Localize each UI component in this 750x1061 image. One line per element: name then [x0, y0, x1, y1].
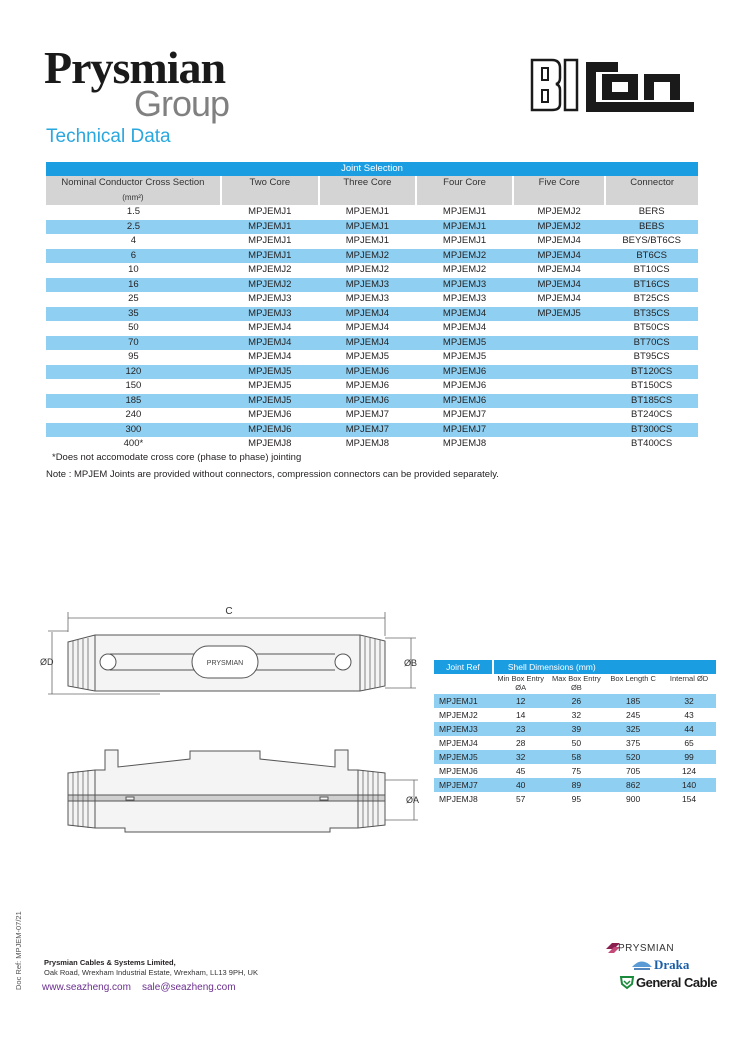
joint-top-view-drawing [40, 598, 435, 698]
table-cell: 14 [515, 710, 526, 720]
bicon-logo [530, 41, 696, 114]
table-cell: 150 [125, 380, 142, 391]
table-cell: MPJEMJ4 [513, 249, 605, 264]
joint-ref-cell: MPJEMJ3 [434, 722, 493, 736]
table-cell: 185 [604, 694, 662, 708]
table-cell: 120 [46, 365, 221, 380]
table-cell: 1.5 [126, 206, 141, 217]
table-cell: 65 [684, 738, 694, 748]
joint-selection-table [46, 162, 698, 452]
table-cell: 124 [681, 766, 697, 776]
drawing-body-text: PRYSMIAN [206, 660, 244, 667]
table-cell [513, 423, 605, 438]
table-cell: 4 [130, 235, 137, 246]
table-cell: MPJEMJ4 [416, 307, 513, 322]
table-cell: MPJEMJ8 [248, 438, 292, 449]
col-header-internal-d: Internal ØD [669, 674, 709, 683]
table-cell: 26 [549, 694, 605, 708]
col-header-three-core: Three Core [319, 176, 416, 191]
joint-ref-cell: MPJEMJ7 [434, 778, 493, 792]
table-cell: MPJEMJ4 [319, 336, 416, 351]
table-row [46, 350, 698, 365]
table-cell: MPJEMJ8 [442, 438, 487, 449]
table-cell: MPJEMJ1 [319, 220, 416, 235]
table-cell: BT95CS [633, 351, 670, 362]
table-cell: 95 [571, 794, 582, 804]
table-cell: 25 [128, 293, 139, 304]
table-cell: MPJEMJ3 [416, 278, 513, 293]
table-cell: MPJEMJ1 [442, 235, 487, 246]
footnote: *Does not accomodate cross core (phase to phase) jointing [52, 452, 302, 463]
label-b: ØB [404, 658, 418, 668]
table-cell: MPJEMJ3 [442, 293, 487, 304]
table-cell: MPJEMJ1 [416, 220, 513, 235]
col-header-connector: Connector [605, 176, 698, 191]
table-cell: 140 [662, 778, 716, 792]
table-cell: MPJEMJ6 [248, 409, 292, 420]
table-cell: 705 [626, 766, 641, 776]
table-cell: MPJEMJ6 [319, 394, 416, 409]
table-cell: 245 [626, 710, 641, 720]
table-row [46, 336, 698, 351]
table-cell: MPJEMJ2 [513, 220, 605, 235]
table-cell: BT16CS [605, 278, 698, 293]
table-cell: BT300CS [605, 423, 698, 438]
table-cell: BT400CS [631, 438, 673, 449]
table-cell [513, 321, 605, 336]
company-address: Oak Road, Wrexham Industrial Estate, Wrexham, LL13 9PH, UK [44, 968, 258, 977]
table-cell: MPJEMJ3 [345, 293, 390, 304]
table-cell: 520 [604, 750, 662, 764]
general-cable-shield-icon [620, 976, 634, 989]
table-cell: 375 [626, 738, 641, 748]
table-cell: MPJEMJ5 [513, 307, 605, 322]
table-cell: MPJEMJ5 [221, 394, 319, 409]
note: Note : MPJEM Joints are provided without connectors, compression connectors can be provided separately. [46, 469, 499, 480]
table-cell: MPJEMJ4 [319, 307, 416, 322]
page-title: Technical Data [46, 126, 171, 147]
col-header-two-core: Two Core [221, 176, 319, 191]
table-cell: BEBS [605, 220, 698, 235]
table-cell: MPJEMJ7 [345, 409, 390, 420]
table-cell: MPJEMJ7 [319, 423, 416, 438]
col-header-five-core: Five Core [513, 176, 605, 191]
table-cell: MPJEMJ6 [416, 394, 513, 409]
table-cell: 32 [662, 694, 716, 708]
table-row [46, 249, 698, 264]
table-cell [513, 437, 605, 452]
table-cell: MPJEMJ1 [442, 206, 487, 217]
table-cell: 900 [626, 794, 641, 804]
table-cell: BT70CS [605, 336, 698, 351]
table-cell: MPJEMJ2 [442, 264, 487, 275]
table-cell: BT25CS [633, 293, 670, 304]
table-row [434, 736, 716, 750]
table-row [46, 307, 698, 322]
table-cell: MPJEMJ1 [345, 235, 390, 246]
table-row [434, 764, 716, 778]
table-row [46, 379, 698, 394]
table-cell: 43 [684, 710, 694, 720]
table-cell: MPJEMJ1 [221, 220, 319, 235]
table-cell: MPJEMJ4 [221, 336, 319, 351]
table-cell: MPJEMJ5 [442, 351, 487, 362]
table-cell: MPJEMJ2 [319, 249, 416, 264]
label-d: ØD [40, 657, 54, 667]
col-header-cross-section: Nominal Conductor Cross Section [46, 176, 221, 191]
table-cell: BT50CS [633, 322, 670, 333]
joint-ref-cell: MPJEMJ2 [439, 710, 478, 720]
general-cable-footer-logo: General Cable [636, 975, 717, 990]
table-cell: 40 [493, 778, 549, 792]
table-cell: MPJEMJ4 [513, 278, 605, 293]
table-cell: 58 [549, 750, 605, 764]
joint-ref-cell: MPJEMJ6 [439, 766, 478, 776]
table-cell: 154 [681, 794, 697, 804]
table-cell: 99 [662, 750, 716, 764]
table-cell: 50 [128, 322, 139, 333]
table-cell: BEYS/BT6CS [622, 235, 681, 246]
table-cell: MPJEMJ6 [345, 380, 390, 391]
table-row [46, 394, 698, 409]
table-cell: MPJEMJ1 [248, 235, 292, 246]
table-cell: MPJEMJ6 [319, 365, 416, 380]
table-cell: BT10CS [633, 264, 670, 275]
table-cell: 6 [46, 249, 221, 264]
table-cell: MPJEMJ4 [248, 351, 292, 362]
table-cell: 50 [571, 738, 582, 748]
table-cell: BT120CS [605, 365, 698, 380]
joint-ref-cell: MPJEMJ1 [434, 694, 493, 708]
table-cell: 28 [515, 738, 526, 748]
table-cell: 95 [128, 351, 139, 362]
table-cell: 39 [549, 722, 605, 736]
table-cell: 57 [515, 794, 526, 804]
table-cell: 862 [604, 778, 662, 792]
table-row [46, 365, 698, 380]
table-row [434, 750, 716, 764]
table-cell: 10 [128, 264, 139, 275]
draka-footer-logo: Draka [654, 957, 690, 972]
table-cell: MPJEMJ6 [221, 423, 319, 438]
table-cell: 12 [493, 694, 549, 708]
table-row [434, 778, 716, 792]
table-row [46, 321, 698, 336]
doc-ref: Doc Ref: MPJEM-07/21 [14, 911, 23, 990]
joint-side-view-drawing [40, 740, 435, 840]
table-cell: MPJEMJ3 [319, 278, 416, 293]
company-name: Prysmian Cables & Systems Limited, [44, 958, 176, 967]
table-cell: 35 [46, 307, 221, 322]
website-link[interactable]: www.seazheng.com [42, 982, 131, 993]
shell-dimensions-caption: Shell Dimensions (mm) [493, 660, 716, 674]
table-cell: BT185CS [605, 394, 698, 409]
table-row [46, 263, 698, 278]
table-cell: MPJEMJ5 [345, 351, 390, 362]
table-row [46, 408, 698, 423]
table-row [46, 220, 698, 235]
table-cell: BT6CS [605, 249, 698, 264]
table-cell: 32 [493, 750, 549, 764]
table-cell: MPJEMJ5 [248, 380, 292, 391]
table-row [46, 278, 698, 293]
table-cell [513, 336, 605, 351]
table-cell: 32 [571, 710, 582, 720]
table-cell: 16 [46, 278, 221, 293]
table-row [46, 437, 698, 452]
table-cell: MPJEMJ2 [537, 206, 581, 217]
table-cell: 400* [123, 438, 144, 449]
table-cell: MPJEMJ5 [416, 336, 513, 351]
label-a: ØA [406, 795, 420, 805]
table-cell: 2.5 [46, 220, 221, 235]
table-row [434, 694, 716, 708]
table-row [46, 205, 698, 220]
table-cell: 45 [515, 766, 526, 776]
col-header-box-length: Box Length C [610, 674, 656, 683]
table-cell: MPJEMJ4 [345, 322, 390, 333]
table-cell: MPJEMJ1 [221, 249, 319, 264]
table-cell [513, 379, 605, 394]
table-cell: BERS [638, 206, 665, 217]
table-cell: MPJEMJ4 [442, 322, 487, 333]
table-cell: 185 [46, 394, 221, 409]
table-row [46, 292, 698, 307]
email-link[interactable]: sale@seazheng.com [142, 982, 236, 993]
table-cell: MPJEMJ3 [221, 307, 319, 322]
table-row [434, 708, 716, 722]
table-cell: MPJEMJ7 [442, 409, 487, 420]
table-cell: MPJEMJ6 [442, 380, 487, 391]
table-cell: MPJEMJ1 [248, 206, 292, 217]
table-cell: MPJEMJ8 [345, 438, 390, 449]
table-row [434, 722, 716, 736]
table-cell: MPJEMJ4 [248, 322, 292, 333]
table-cell: MPJEMJ4 [537, 264, 581, 275]
table-row [46, 423, 698, 438]
table-cell [513, 394, 605, 409]
unit-label: (mm²) [46, 191, 221, 206]
table-cell: BT35CS [605, 307, 698, 322]
table-cell: BT240CS [631, 409, 673, 420]
bicon-logo-text: BICON [530, 41, 581, 58]
table-cell: MPJEMJ5 [221, 365, 319, 380]
col-header-four-core: Four Core [416, 176, 513, 191]
table-cell [513, 350, 605, 365]
table-cell: 70 [46, 336, 221, 351]
prysmian-footer-logo: PRYSMIAN [618, 943, 675, 954]
table-cell: MPJEMJ2 [345, 264, 390, 275]
table-cell [513, 408, 605, 423]
table-cell: 89 [549, 778, 605, 792]
table-cell: MPJEMJ7 [416, 423, 513, 438]
table-cell: 23 [493, 722, 549, 736]
table-cell: MPJEMJ2 [248, 264, 292, 275]
joint-ref-cell: MPJEMJ8 [439, 794, 478, 804]
draka-wave-icon [632, 958, 652, 970]
table-cell: BT150CS [631, 380, 673, 391]
joint-selection-caption: Joint Selection [46, 162, 698, 176]
table-cell: 300 [46, 423, 221, 438]
col-header-max-box-entry: Max Box Entry ØB [551, 674, 601, 692]
table-cell: MPJEMJ2 [416, 249, 513, 264]
table-cell: MPJEMJ4 [537, 293, 581, 304]
shell-dimensions-table [434, 660, 716, 806]
col-header-min-box-entry: Min Box Entry ØA [497, 674, 545, 692]
table-row [434, 792, 716, 806]
table-cell [513, 365, 605, 380]
table-row [46, 234, 698, 249]
group-brand-logo: Group [134, 83, 230, 124]
table-cell: MPJEMJ3 [248, 293, 292, 304]
table-cell: MPJEMJ1 [345, 206, 390, 217]
table-cell: 325 [604, 722, 662, 736]
prysmian-brand-logo: Prysmian [44, 42, 226, 93]
table-cell: MPJEMJ2 [221, 278, 319, 293]
table-cell: 240 [125, 409, 142, 420]
table-cell: 75 [571, 766, 582, 776]
joint-ref-cell: MPJEMJ5 [434, 750, 493, 764]
table-cell: MPJEMJ4 [537, 235, 581, 246]
table-cell: 44 [662, 722, 716, 736]
joint-ref-cell: MPJEMJ4 [439, 738, 478, 748]
label-c: C [225, 606, 233, 617]
table-cell: MPJEMJ6 [416, 365, 513, 380]
joint-ref-header: Joint Ref [434, 660, 493, 674]
